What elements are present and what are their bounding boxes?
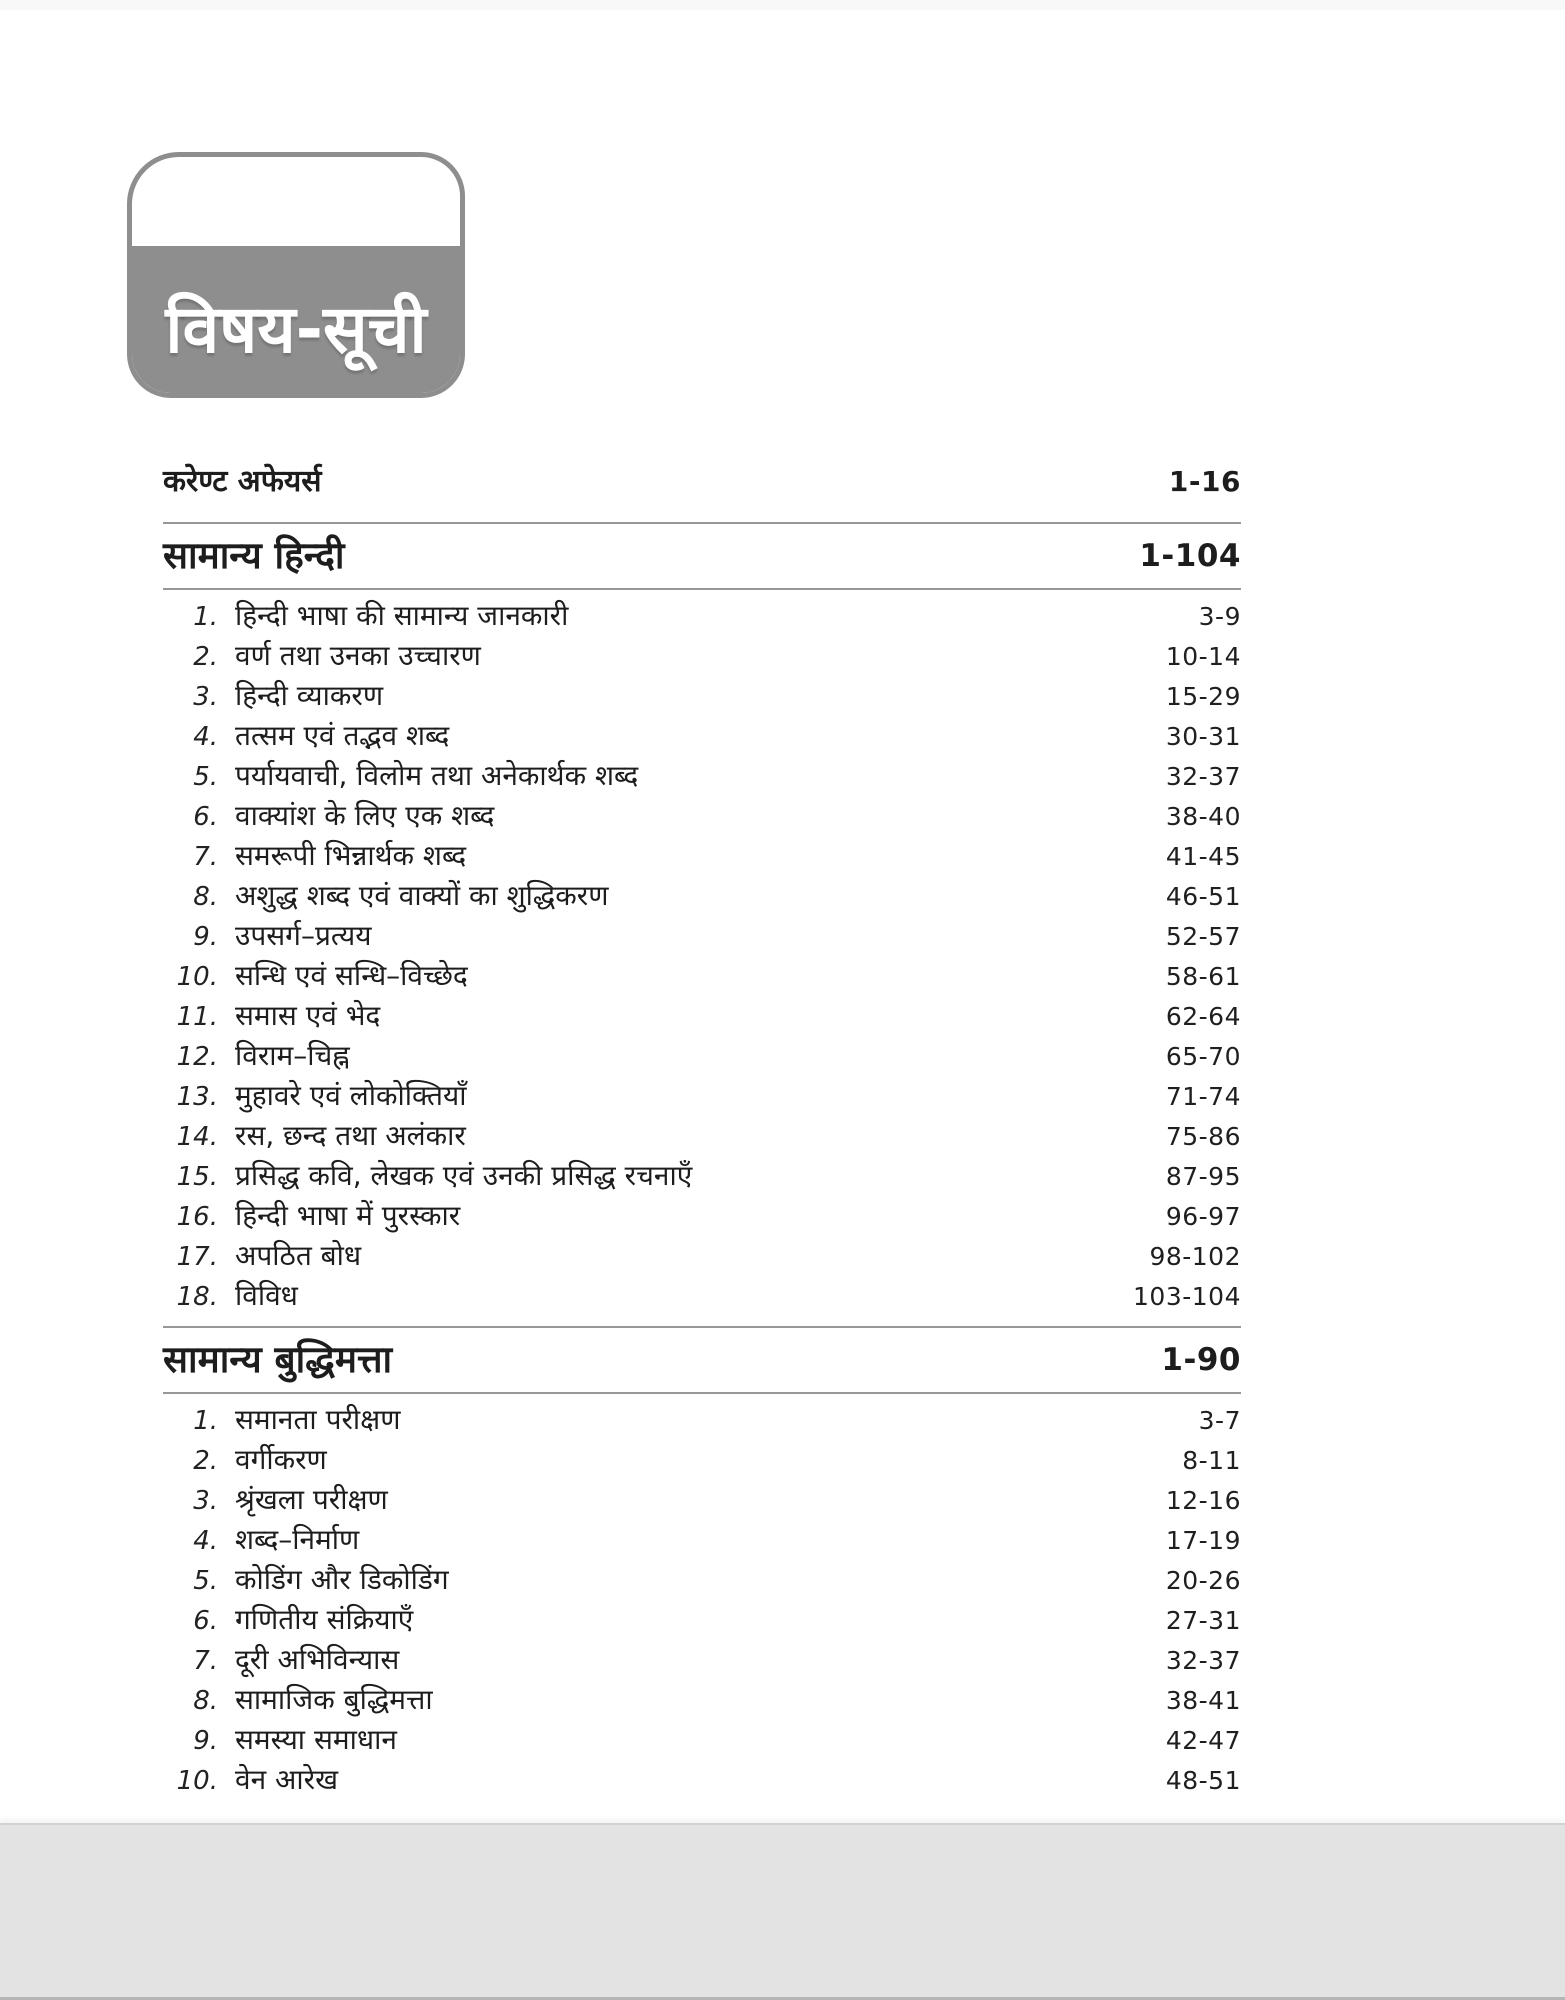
toc-item-number: 1. <box>193 1406 218 1436</box>
toc-item-pages: 103-104 <box>1133 1282 1241 1311</box>
section-title: सामान्य बुद्धिमत्ता <box>163 1338 393 1381</box>
toc-item-row <box>163 1560 1241 1600</box>
toc-item-number: 3. <box>193 1486 218 1516</box>
toc-item-row <box>163 636 1241 676</box>
toc-item-pages: 30-31 <box>1165 722 1241 751</box>
section-pages: 1-90 <box>1161 1342 1241 1378</box>
toc-item-number: 10. <box>176 962 218 992</box>
section-items <box>163 596 1241 1316</box>
toc-item-title: समरूपी भिन्नार्थक शब्द <box>235 839 467 872</box>
toc-item-pages: 32-37 <box>1165 1646 1241 1675</box>
toc-item-title: रस, छन्द तथा अलंकार <box>235 1119 466 1152</box>
toc-item-row <box>163 1196 1241 1236</box>
section-header-row <box>163 1328 1241 1392</box>
toc-item-number: 5. <box>193 762 218 792</box>
toc-item-title: उपसर्ग–प्रत्यय <box>235 919 372 952</box>
toc-item-number: 2. <box>193 642 218 672</box>
toc-item-title: हिन्दी व्याकरण <box>235 679 384 712</box>
toc-item-number: 10. <box>176 1766 218 1796</box>
toc-item-number: 2. <box>193 1446 218 1476</box>
divider <box>163 588 1241 590</box>
toc-item-pages: 38-41 <box>1165 1686 1241 1715</box>
toc-item-row <box>163 1640 1241 1680</box>
toc-item-pages: 46-51 <box>1165 882 1241 911</box>
toc-item-pages: 27-31 <box>1165 1606 1241 1635</box>
toc-item-pages: 20-26 <box>1165 1566 1241 1595</box>
toc-item-pages: 41-45 <box>1165 842 1241 871</box>
toc-item-title: शब्द–निर्माण <box>235 1523 360 1556</box>
toc-item-pages: 96-97 <box>1165 1202 1241 1231</box>
toc-item-row <box>163 676 1241 716</box>
toc-item-number: 1. <box>193 602 218 632</box>
toc-item-number: 17. <box>176 1242 218 1272</box>
toc-item-title: हिन्दी भाषा की सामान्य जानकारी <box>235 599 569 632</box>
toc-item-pages: 17-19 <box>1165 1526 1241 1555</box>
toc-item-pages: 8-11 <box>1182 1446 1241 1475</box>
section-items <box>163 1400 1241 1800</box>
toc-item-number: 9. <box>193 1726 218 1756</box>
toc-item-pages: 42-47 <box>1165 1726 1241 1755</box>
toc-item-number: 14. <box>176 1122 218 1152</box>
toc-item-pages: 3-9 <box>1198 602 1241 631</box>
footer-gray-band <box>0 1823 1565 2000</box>
toc-item-row <box>163 796 1241 836</box>
toc-item-row <box>163 716 1241 756</box>
table-of-contents <box>163 462 1241 1800</box>
toc-item-pages: 3-7 <box>1198 1406 1241 1435</box>
toc-item-row <box>163 756 1241 796</box>
toc-item-pages: 48-51 <box>1165 1766 1241 1795</box>
toc-item-row <box>163 1720 1241 1760</box>
toc-item-row <box>163 1036 1241 1076</box>
toc-item-title: वर्गीकरण <box>235 1443 327 1476</box>
toc-item-title: समास एवं भेद <box>235 999 381 1032</box>
toc-item-pages: 38-40 <box>1165 802 1241 831</box>
toc-item-number: 7. <box>193 1646 218 1676</box>
toc-item-title: कोडिंग और डिकोडिंग <box>235 1563 449 1596</box>
toc-item-row <box>163 1600 1241 1640</box>
toc-item-number: 12. <box>176 1042 218 1072</box>
toc-item-pages: 87-95 <box>1165 1162 1241 1191</box>
section-title: सामान्य हिन्दी <box>163 534 345 577</box>
toc-item-title: वेन आरेख <box>235 1763 338 1796</box>
toc-item-title: सामाजिक बुद्धिमत्ता <box>235 1683 433 1716</box>
toc-item-row <box>163 1116 1241 1156</box>
toc-item-number: 4. <box>193 1526 218 1556</box>
page-title: विषय-सूची <box>165 291 427 369</box>
toc-item-title: प्रसिद्ध कवि, लेखक एवं उनकी प्रसिद्ध रचनाएँ <box>235 1159 693 1192</box>
toc-item-row <box>163 1520 1241 1560</box>
toc-item-row <box>163 956 1241 996</box>
toc-item-number: 13. <box>176 1082 218 1112</box>
toc-item-title: वर्ण तथा उनका उच्चारण <box>235 639 481 672</box>
toc-item-number: 18. <box>176 1282 218 1312</box>
toc-item-number: 8. <box>193 882 218 912</box>
toc-item-title: सन्धि एवं सन्धि–विच्छेद <box>235 959 468 992</box>
toc-item-number: 16. <box>176 1202 218 1232</box>
toc-item-pages: 10-14 <box>1165 642 1241 671</box>
toc-item-row <box>163 1236 1241 1276</box>
toc-item-row <box>163 1156 1241 1196</box>
toc-item-number: 3. <box>193 682 218 712</box>
toc-item-number: 6. <box>193 802 218 832</box>
toc-item-row <box>163 1480 1241 1520</box>
current-affairs-pages: 1-16 <box>1168 465 1241 498</box>
toc-item-pages: 98-102 <box>1149 1242 1241 1271</box>
divider <box>163 1392 1241 1394</box>
toc-item-title: दूरी अभिविन्यास <box>235 1643 400 1676</box>
toc-item-pages: 71-74 <box>1165 1082 1241 1111</box>
toc-item-title: अशुद्ध शब्द एवं वाक्यों का शुद्धिकरण <box>235 879 609 912</box>
toc-item-title: विविध <box>235 1279 298 1312</box>
section-header-row <box>163 524 1241 588</box>
section-pages: 1-104 <box>1139 538 1241 574</box>
current-affairs-row <box>163 462 1241 502</box>
toc-item-number: 7. <box>193 842 218 872</box>
toc-item-row <box>163 1076 1241 1116</box>
toc-item-number: 11. <box>176 1002 218 1032</box>
toc-item-number: 5. <box>193 1566 218 1596</box>
toc-section <box>163 1326 1241 1800</box>
toc-section <box>163 522 1241 1316</box>
toc-item-row <box>163 1400 1241 1440</box>
toc-item-row <box>163 996 1241 1036</box>
scan-edge-artifact <box>0 0 1565 10</box>
toc-item-pages: 52-57 <box>1165 922 1241 951</box>
toc-item-number: 6. <box>193 1606 218 1636</box>
toc-item-title: समस्या समाधान <box>235 1723 397 1756</box>
toc-item-title: श्रृंखला परीक्षण <box>235 1483 388 1516</box>
toc-item-title: गणितीय संक्रियाएँ <box>235 1603 414 1636</box>
toc-sections <box>163 522 1241 1800</box>
toc-item-title: समानता परीक्षण <box>235 1403 401 1436</box>
toc-item-number: 4. <box>193 722 218 752</box>
toc-item-title: अपठित बोध <box>235 1239 362 1272</box>
contents-badge <box>127 152 465 398</box>
toc-item-title: तत्सम एवं तद्भव शब्द <box>235 719 450 752</box>
toc-item-title: पर्यायवाची, विलोम तथा अनेकार्थक शब्द <box>235 759 639 792</box>
toc-item-row <box>163 1440 1241 1480</box>
toc-item-row <box>163 876 1241 916</box>
toc-item-pages: 75-86 <box>1165 1122 1241 1151</box>
toc-item-pages: 65-70 <box>1165 1042 1241 1071</box>
toc-item-number: 9. <box>193 922 218 952</box>
current-affairs-title: करेण्ट अफेयर्स <box>163 464 322 499</box>
toc-item-pages: 32-37 <box>1165 762 1241 791</box>
toc-item-row <box>163 916 1241 956</box>
toc-item-row <box>163 1680 1241 1720</box>
toc-item-pages: 58-61 <box>1165 962 1241 991</box>
toc-item-number: 8. <box>193 1686 218 1716</box>
toc-item-pages: 12-16 <box>1165 1486 1241 1515</box>
toc-item-title: हिन्दी भाषा में पुरस्कार <box>235 1199 461 1232</box>
toc-item-title: विराम–चिह्न <box>235 1039 350 1072</box>
toc-item-row <box>163 1276 1241 1316</box>
toc-item-pages: 62-64 <box>1165 1002 1241 1031</box>
toc-item-number: 15. <box>176 1162 218 1192</box>
toc-item-row <box>163 596 1241 636</box>
toc-item-row <box>163 836 1241 876</box>
toc-item-title: मुहावरे एवं लोकोक्तियाँ <box>235 1079 467 1112</box>
toc-item-row <box>163 1760 1241 1800</box>
toc-item-pages: 15-29 <box>1165 682 1241 711</box>
toc-item-title: वाक्यांश के लिए एक शब्द <box>235 799 495 832</box>
